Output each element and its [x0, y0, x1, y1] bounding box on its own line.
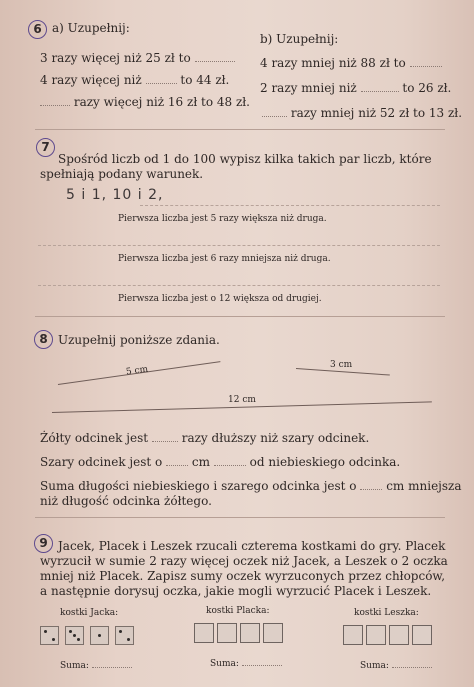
task-9-text-2: wyrzucił w sumie 2 razy więcej oczek niż Jacek, a Leszek o 2 oczka: [40, 554, 448, 568]
jacek-dice-label: kostki Jacka:: [60, 608, 119, 618]
task-7-instruction-1: Spośród liczb od 1 do 100 wypisz kilka takich par liczb, które: [58, 152, 432, 166]
answer-blank[interactable]: [262, 106, 287, 117]
section-divider: [35, 316, 445, 317]
label-3cm: 3 cm: [330, 360, 353, 370]
jacek-sum: Suma:: [60, 657, 132, 671]
answer-blank[interactable]: [152, 431, 178, 442]
task-9-number: 9: [34, 534, 53, 553]
task-7-condition-1: Pierwsza liczba jest 5 razy większa niż druga.: [118, 214, 327, 224]
task-6b-label: b) Uzupełnij:: [260, 32, 339, 46]
answer-blank[interactable]: [146, 73, 177, 84]
placek-dice-label: kostki Placka:: [206, 606, 270, 616]
answer-blank[interactable]: [360, 479, 382, 490]
label-12cm: 12 cm: [228, 395, 256, 405]
section-divider: [35, 129, 445, 130]
task-6a-label: a) Uzupełnij:: [52, 21, 130, 35]
jacek-die: [115, 626, 134, 645]
task-9-text-4: a następnie dorysuj oczka, jakie mogli wyrzucić Placek i Leszek.: [40, 584, 432, 598]
task-9-text-1: Jacek, Placek i Leszek rzucali czterema kostkami do gry. Placek: [58, 539, 446, 553]
task-6b-line-3: razy mniej niż 52 zł to 13 zł.: [262, 106, 462, 120]
leszek-die-box[interactable]: [412, 625, 432, 645]
jacek-die: [65, 626, 84, 645]
leszek-die-box[interactable]: [389, 625, 409, 645]
task-8-sentence-4: niż długość odcinka żółtego.: [40, 494, 212, 508]
task-7-example: 5 i 1, 10 i 2,: [66, 187, 164, 203]
answer-blank[interactable]: [195, 51, 235, 62]
task-8-sentence-1: Żółty odcinek jest razy dłuższy niż szary odcinek.: [40, 431, 370, 445]
section-divider: [35, 517, 445, 518]
placek-die-box[interactable]: [240, 623, 260, 643]
answer-blank[interactable]: [214, 455, 246, 466]
task-8-sentence-3: Suma długości niebieskiego i szarego odcinka jest o cm mniejsza: [40, 479, 462, 493]
answer-blank[interactable]: [410, 56, 442, 67]
task-6a-line-2: 4 razy więcej niż to 44 zł.: [40, 73, 230, 87]
placek-die-box[interactable]: [194, 623, 214, 643]
die-pip: [69, 630, 72, 633]
leszek-die-box[interactable]: [343, 625, 363, 645]
answer-blank[interactable]: [392, 657, 432, 668]
answer-blank[interactable]: [92, 657, 132, 668]
answer-blank[interactable]: [361, 81, 399, 92]
answer-blank[interactable]: [242, 655, 282, 666]
placek-die-box[interactable]: [217, 623, 237, 643]
task-8-number: 8: [34, 330, 53, 349]
task-9-text-3: mniej niż Placek. Zapisz sumy oczek wyrzuconych przez chłopców,: [40, 569, 446, 583]
placek-sum: Suma:: [210, 655, 282, 669]
task-6-number: 6: [28, 20, 47, 39]
task-6a-line-3: razy więcej niż 16 zł to 48 zł.: [40, 95, 250, 109]
die-pip: [77, 638, 80, 641]
leszek-dice-label: kostki Leszka:: [354, 608, 419, 618]
answer-blank[interactable]: [166, 455, 188, 466]
task-8-sentence-2: Szary odcinek jest o cm od niebieskiego odcinka.: [40, 455, 401, 469]
task-6b-line-1: 4 razy mniej niż 88 zł to: [260, 56, 442, 70]
task-7-condition-2: Pierwsza liczba jest 6 razy mniejsza niż druga.: [118, 254, 331, 264]
die-pip: [119, 630, 122, 633]
task-7-number: 7: [36, 138, 55, 157]
task-8-instruction: Uzupełnij poniższe zdania.: [58, 333, 220, 347]
task-6b-line-2: 2 razy mniej niż to 26 zł.: [260, 81, 452, 95]
task-7-instruction-2: spełniają podany warunek.: [40, 167, 204, 181]
die-pip: [44, 630, 47, 633]
answer-line[interactable]: [140, 205, 440, 206]
placek-die-box[interactable]: [263, 623, 283, 643]
leszek-die-box[interactable]: [366, 625, 386, 645]
answer-blank[interactable]: [40, 95, 70, 106]
leszek-sum: Suma:: [360, 657, 432, 671]
die-pip: [127, 638, 130, 641]
answer-line[interactable]: [38, 285, 440, 286]
die-pip: [52, 638, 55, 641]
die-pip: [98, 634, 101, 637]
jacek-die: [40, 626, 59, 645]
task-7-condition-3: Pierwsza liczba jest o 12 większa od drugiej.: [118, 294, 322, 304]
label-5cm: 5 cm: [125, 364, 149, 378]
jacek-die: [90, 626, 109, 645]
die-pip: [73, 634, 76, 637]
answer-line[interactable]: [38, 245, 440, 246]
task-6a-line-1: 3 razy więcej niż 25 zł to: [40, 51, 235, 65]
